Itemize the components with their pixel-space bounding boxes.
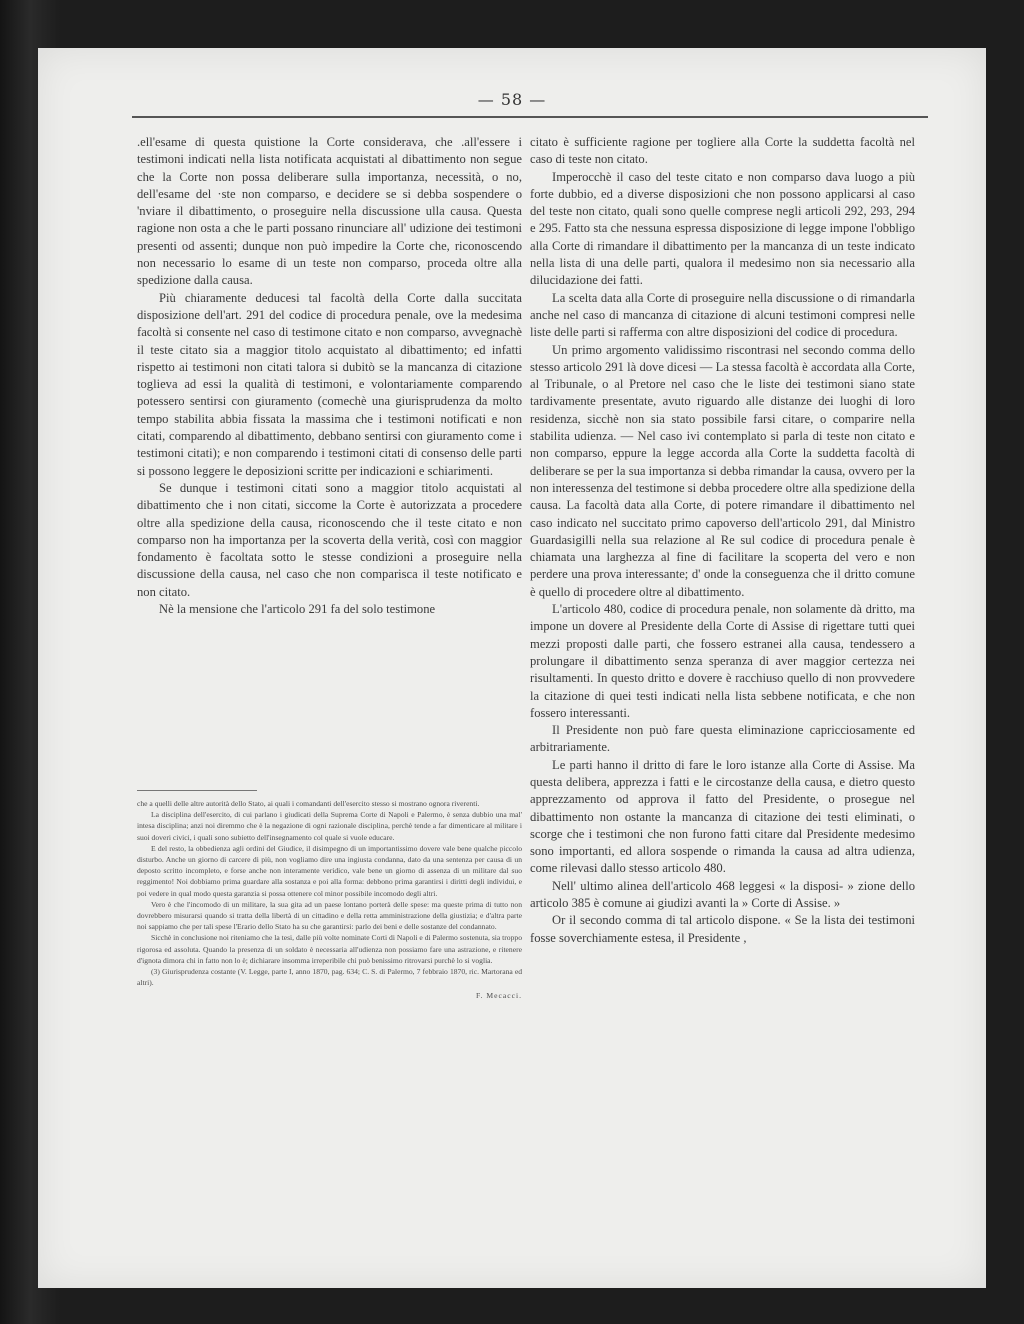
paragraph: Nè la mensione che l'articolo 291 fa del solo testimone — [159, 602, 436, 617]
paragraph: Più chiaramente deducesi tal facoltà della Corte dalla succitata disposizione dell'art. 291 del codice di procedura penale, ove la medesima facoltà si consente nel caso di testimone citato e non comparso, avvegnachè il teste citato sia a maggior titolo acquistato al dibattimento; ed infatti rispetto ai testimoni non citati talora si dubitò se la mancanza di citazione toglieva ad essi la qualità di testimoni, e volontariamente comparendo potessero sentirsi con giuramento (comechè una giurisprudenza da molto tempo stabilita abbia fissata la massima che i testimoni notificati e non citati, comparendo al dibattimento, debbano sentirsi con giuramento come i testimoni citati); e non comparendo i testimoni citati di consenso delle parti si possono leggere le deposizioni scritte per indicazioni e schiarimenti. — [137, 290, 522, 478]
paragraph: L'articolo 480, codice di procedura penale, non solamente dà dritto, ma impone un dovere al Presidente della Corte di Assise di rigettare tutti quei mezzi proposti dalle parti, che fossero estranei alla causa, tendessero a prolungare il dibattimento senza speranza di aver maggior certezza nei risultamenti. In questo dritto e dovere è racchiuso quello di non provvedere la citazione di quei testi indicati nella lista sebbene notificata, e che non fossero interessanti. — [530, 602, 915, 720]
footnote: La disciplina dell'esercito, di cui parlano i giudicati della Suprema Corte di Napoli e Palermo, è senza dubbio una mal' intesa disciplina; anzi noi diremmo che è la negazione di ogni razionale disciplina, perchè tende a far dimenticare al militare i suoi doveri civici, i quali sono subietto dell'insegnamento col quale si vuole educare. — [137, 810, 522, 842]
paragraph: Nell' ultimo alinea dell'articolo 468 leggesi « la disposi- » zione dello articolo 385 è comune ai giudizi avanti la » Corte di Assise. » — [530, 878, 915, 911]
footnote: E del resto, la obbedienza agli ordini del Giudice, il disimpegno di un importantissimo dovere vale bene qualche piccolo disturbo. Anche un giorno di carcere di più, non vogliamo dire una ingiusta condanna, dato da una sentenza per causa di un deposto scritto incompleto, e forse anche non interamente veridico, vale bene un giorno di assenza di un militare dal suo reggimento! Noi dobbiamo prima guardare alla sostanza e poi alla forma: debbono prima garantirsi i diritti degli individui, e poi vedere in qual modo questa garanzia si possa ottenere col minor possibile incomodo degli altri. — [137, 843, 522, 898]
paragraph: Un primo argomento validissimo riscontrasi nel secondo comma dello stesso articolo 291 là dove dicesi — La stessa facoltà è accordata alla Corte, al Tribunale, o al Pretore nel caso che le liste dei testimoni siano state tardivamente presentate, avuto riguardo alle distanze dei luoghi di loro residenza, sicchè non sia stato possibile farsi citare, o comparire nella stabilita udienza. — Nel caso ivi contemplato si parla di teste non citato e non comparso, eppure la legge accorda alla Corte la suddetta facoltà di deliberare se per la sua importanza si debba rimandar la causa, ovvero per la non interessenza del testimone si debba procedere oltre alla spedizione della causa. La facoltà data alla Corte, di potere rimandare il dibattimento nel caso indicato nel succitato primo capoverso dell'articolo 291, dal Ministro Guardasigilli nella sua relazione al Re sul codice di procedura penale è chiamata una larghezza al fine di facilitare la scoperta del vero e non perdere una prova interessante; d' onde la conseguenza che il dritto comune è quello di procedere oltre al dibattimento. — [530, 342, 915, 599]
page-number: — 58 — — [477, 90, 547, 109]
footnote: Vero è che l'incomodo di un militare, la sua gita ad un paese lontano porterà delle spese: ma queste prima di tutto non dovrebbero misurarsi quando si tratta della libertà di un cittadino e della retta amministrazione della giustizia; e d'altra parte noi sappiamo che per tali spese l'Erario dello Stato ha su che garantirsi: parlo dei beni e delle sostanze del condannato. — [137, 899, 522, 932]
paragraph: .ell'esame di questa quistione la Corte considerava, che .all'essere i testimoni indicati nella lista notificata acquistati al dibattimento non segue che la Corte non possa deliberare sulla importanza, necessità, o no, dell'esame del ·ste non comparso, e decidere se si debba sospendere o 'nviare il dibattimento, o proseguire nella discussione ulla causa. Questa ragione non osta a che le parti possano rinunciare all' udizione dei testimoni presenti od assenti; dunque non può impedire la Corte che, riconoscendo non necessario lo esame di un teste non comparso, proceda oltre alla spedizione dalla causa. — [137, 135, 522, 288]
author-signature: F. Mecacci. — [475, 991, 522, 1001]
paragraph: Il Presidente non può fare questa eliminazione capricciosamente ed arbitrariamente. — [530, 723, 915, 755]
footnotes — [137, 798, 522, 1002]
footnote: che a quelli delle altre autorità dello Stato, ai quali i comandanti dell'esercito stesso si mostrano ognora riverenti. — [137, 799, 480, 808]
footnote-rule — [137, 790, 257, 791]
paragraph: Le parti hanno il dritto di fare le loro istanze alla Corte di Assise. Ma questa delibera, apprezza i fatti e le circostanze della causa, e dietro questo apprezzamento od approva il fatto del Presidente, o prosegue nel dibattimento non ostante la mancanza di citazione dei testi eliminati, o scorge che i testimoni che non furono fatti citare dal Presidente medesimo sono importanti, ed allora sospende o rimanda la causa ad altra udienza, come rilevasi dallo stesso articolo 480. — [530, 757, 915, 876]
paragraph: Or il secondo comma di tal articolo dispone. « Se la lista dei testimoni fosse soverchiamente estesa, il Presidente , — [530, 913, 915, 945]
footnote: (3) Giurisprudenza costante (V. Legge, parte I, anno 1870, pag. 634; C. S. di Palermo, 7 febbraio 1870, ric. Martorana ed altri). — [137, 967, 522, 988]
left-column — [137, 134, 522, 618]
right-column — [530, 134, 915, 947]
paragraph: La scelta data alla Corte di proseguire nella discussione o di rimandarla anche nel caso di mancanza di citazione di alcuni testimoni compresi nelle liste delle parti si rafferma con altre disposizioni del codice di procedura. — [530, 290, 915, 340]
header-rule — [132, 116, 928, 118]
paragraph: Se dunque i testimoni citati sono a maggior titolo acquistati al dibattimento che i non citati, siccome la Corte è autorizzata a procedere oltre alla spedizione della causa, riconoscendo che il teste citato e non comparso non ha importanza per la scoverta della verità, così con maggior fondamento è facoltata sotto le stesse condizioni a proseguire nella discussione della causa, nel caso che non comparisca il teste notificato e non citato. — [137, 480, 522, 599]
footnote: Sicchè in conclusione noi riteniamo che la tesi, dalle più volte nominate Corti di Napoli e di Palermo sostenuta, sia troppo rigorosa ed assoluta. Quando la presenza di un soldato è necessaria all'udienza non possiamo fare una astrazione, e ritenere d'ignota dimora chi in fatto non lo è; dichiarare insomma irreperibile chi può benissimo ritrovarsi purchè lo si voglia. — [137, 933, 522, 965]
document-page — [38, 48, 986, 1288]
paragraph: Imperocchè il caso del teste citato e non comparso dava luogo a più forte dubbio, ed a diverse disposizioni che non possono applicarsi al caso del teste non citato, quali sono quelle comprese negli articoli 292, 293, 294 e 295. Fatto sta che nessuna espressa disposizione di legge impone l'obbligo alla Corte di rimandare il dibattimento per la mancanza di un teste indicato nella lista di una delle parti, qualora il medesimo non sia necessario alla dilucidazione dei fatti. — [530, 169, 915, 288]
paragraph: citato è sufficiente ragione per togliere alla Corte la suddetta facoltà nel caso di teste non citato. — [530, 135, 915, 167]
